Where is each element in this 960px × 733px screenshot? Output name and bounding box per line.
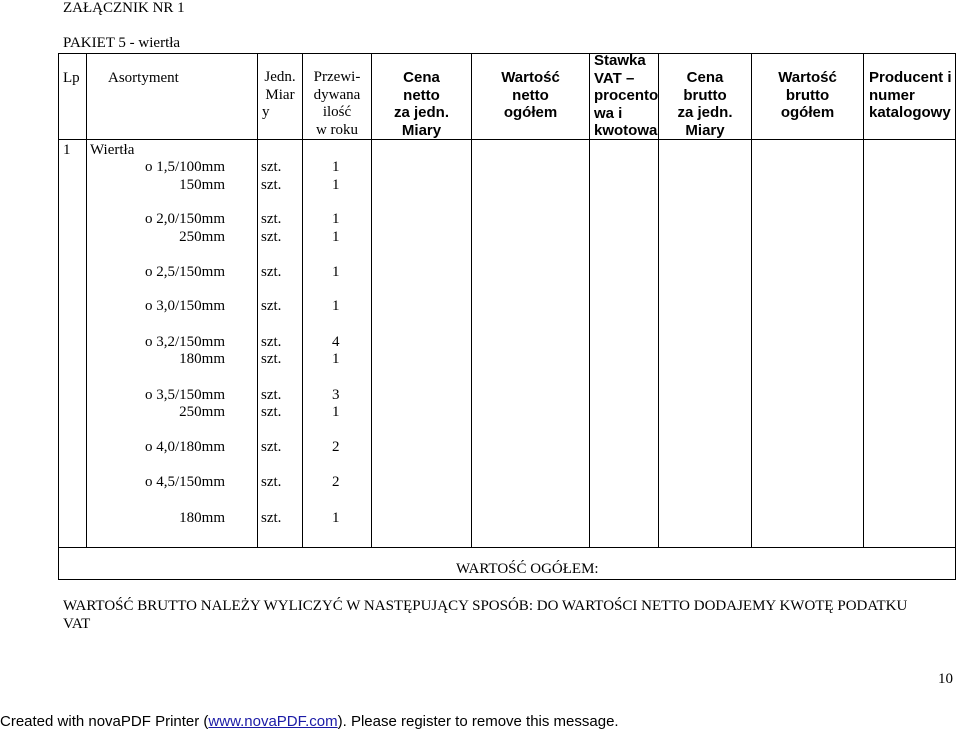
header-producer: [869, 69, 955, 122]
row-unit: szt.: [261, 298, 282, 314]
row-prefix: o: [145, 439, 153, 455]
header-gross-value: [752, 69, 863, 122]
header-vat-line: procento: [594, 87, 659, 104]
header-net-price-line: netto: [403, 86, 440, 104]
table-left-border: [58, 53, 59, 580]
col-divider: [257, 53, 258, 548]
row-unit: szt.: [261, 474, 282, 490]
row-size: 150mm: [179, 177, 225, 193]
header-quantity: [303, 69, 371, 139]
row-size: 1,5/100mm: [156, 159, 225, 175]
table-top-border: [58, 53, 956, 54]
header-gross-value-line: ogółem: [780, 104, 835, 121]
header-unit: [258, 69, 302, 122]
row-prefix: o: [145, 159, 153, 175]
header-gross-price-line: Miary: [685, 121, 725, 139]
footer-link[interactable]: www.novaPDF.com: [208, 713, 338, 730]
header-net-value: [472, 69, 589, 122]
row-prefix: o: [145, 387, 153, 403]
header-gross-price-line: brutto: [683, 86, 727, 104]
header-net-price-line: Miary: [401, 121, 442, 139]
item-name: Wiertła: [90, 142, 135, 158]
row-unit: szt.: [261, 264, 282, 280]
row-size: 250mm: [179, 404, 225, 420]
header-net-value-line: netto: [512, 86, 549, 104]
header-unit-line: y: [262, 104, 270, 120]
col-divider: [589, 53, 590, 548]
row-size: 180mm: [179, 351, 225, 367]
row-qty: 2: [332, 474, 340, 490]
row-size: 2,0/150mm: [156, 211, 225, 227]
footer-prefix: Created with novaPDF Printer (: [0, 713, 209, 730]
header-gross-price: [659, 69, 751, 139]
row-qty: 1: [332, 229, 340, 245]
page-number: 10: [938, 671, 953, 687]
header-vat-line: wa i: [594, 104, 623, 122]
header-producer-line: numer: [869, 86, 915, 104]
row-qty: 3: [332, 387, 340, 403]
header-vat-line: VAT –: [594, 69, 635, 87]
row-prefix: o: [145, 298, 153, 314]
row-unit: szt.: [261, 159, 282, 175]
row-size: 4,0/180mm: [156, 439, 225, 455]
header-producer-line: Producent i: [869, 69, 952, 86]
row-unit: szt.: [261, 387, 282, 403]
row-unit: szt.: [261, 229, 282, 245]
row-qty: 1: [332, 404, 340, 420]
row-qty: 1: [332, 298, 340, 314]
row-size: 250mm: [179, 229, 225, 245]
row-prefix: o: [145, 211, 153, 227]
row-qty: 2: [332, 439, 340, 455]
header-lp: Lp: [63, 70, 80, 86]
header-vat-line: Stawka: [594, 52, 646, 69]
row-size: 4,5/150mm: [156, 474, 225, 490]
body-bottom-border: [58, 547, 956, 548]
row-qty: 1: [332, 264, 340, 280]
footer-suffix: ). Please register to remove this message.: [337, 713, 619, 730]
table-right-border: [955, 53, 956, 580]
row-unit: szt.: [261, 177, 282, 193]
row-unit: szt.: [261, 211, 282, 227]
row-qty: 4: [332, 334, 340, 350]
header-net-value-line: Wartość: [501, 69, 560, 86]
col-divider: [471, 53, 472, 548]
header-quantity-line: Przewi-: [313, 69, 361, 85]
header-net-price: [372, 69, 471, 139]
header-net-value-line: ogółem: [503, 104, 558, 121]
col-divider: [86, 53, 87, 548]
novapdf-footer: [0, 713, 619, 730]
row-size: 180mm: [179, 510, 225, 526]
header-gross-price-line: Cena: [686, 69, 724, 86]
header-gross-value-line: brutto: [785, 86, 830, 104]
header-vat: [594, 52, 658, 140]
header-unit-line: Miar: [265, 86, 295, 103]
header-quantity-line: dywana: [313, 86, 361, 103]
header-bottom-border: [58, 139, 956, 140]
row-qty: 1: [332, 177, 340, 193]
row-unit: szt.: [261, 510, 282, 526]
row-size: 3,5/150mm: [156, 387, 225, 403]
row-qty: 1: [332, 159, 340, 175]
note-line-2: VAT: [63, 616, 91, 632]
header-gross-price-line: za jedn.: [677, 104, 733, 121]
row-size: 3,0/150mm: [156, 298, 225, 314]
row-unit: szt.: [261, 439, 282, 455]
header-net-price-line: za jedn.: [393, 104, 449, 121]
header-quantity-line: ilość: [322, 104, 352, 120]
header-assortment: Asortyment: [108, 70, 179, 86]
header-unit-line: Jedn.: [264, 69, 296, 85]
col-divider: [863, 53, 864, 548]
col-divider: [751, 53, 752, 548]
header-producer-line: katalogowy: [869, 104, 951, 121]
row-qty: 1: [332, 351, 340, 367]
row-prefix: o: [145, 264, 153, 280]
header-gross-value-line: Wartość: [778, 69, 837, 86]
row-unit: szt.: [261, 404, 282, 420]
attachment-title: ZAŁĄCZNIK NR 1: [63, 0, 185, 16]
header-quantity-line: w roku: [315, 121, 359, 138]
header-net-price-line: Cena: [403, 69, 440, 86]
row-unit: szt.: [261, 334, 282, 350]
row-unit: szt.: [261, 351, 282, 367]
item-lp: 1: [63, 142, 71, 158]
row-qty: 1: [332, 510, 340, 526]
row-qty: 1: [332, 211, 340, 227]
header-vat-line: kwotowa: [594, 122, 658, 139]
row-size: 2,5/150mm: [156, 264, 225, 280]
note-line-1: WARTOŚĆ BRUTTO NALEŻY WYLICZYĆ W NASTĘPUJĄCY SPOSÓB: DO WARTOŚCI NETTO DODAJEMY KWOTĘ PODATKU: [63, 598, 908, 614]
package-title: PAKIET 5 - wiertła: [63, 35, 181, 51]
total-row-bottom-border: [58, 579, 956, 580]
row-prefix: o: [145, 474, 153, 490]
row-prefix: o: [145, 334, 153, 350]
row-size: 3,2/150mm: [156, 334, 225, 350]
total-label: WARTOŚĆ OGÓŁEM:: [456, 561, 599, 577]
